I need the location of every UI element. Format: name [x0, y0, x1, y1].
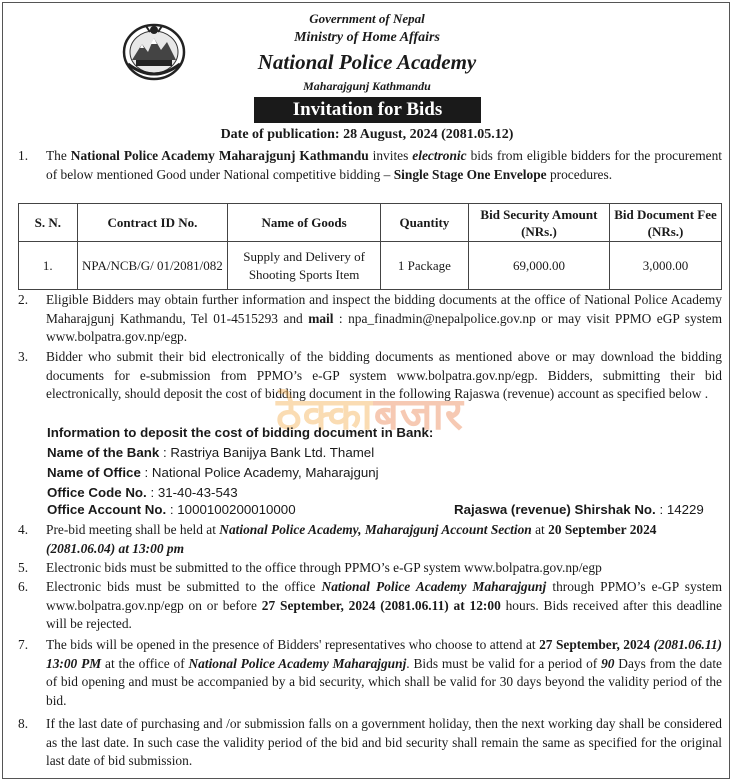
header-contract-id: Contract ID No. — [77, 204, 228, 242]
bank-info-heading: Information to deposit the cost of bidding document in Bank: — [47, 425, 434, 440]
item-1-number: 1. — [18, 148, 29, 163]
item-6-number: 6. — [18, 579, 29, 594]
ministry-line: Ministry of Home Affairs — [294, 30, 440, 45]
invitation-banner: Invitation for Bids — [254, 97, 481, 123]
location-line: Maharajgunj Kathmandu — [303, 79, 431, 93]
bank-name-line: Name of the Bank : Rastriya Banijya Bank Ltd. Thamel — [47, 445, 375, 460]
item-1-text: The National Police Academy Maharajgunj Kathmandu invites electronic bids from eligible bidders for the procurement of below mentioned Good under National competitive bidding – Single Stage One Envelope procedures. — [46, 148, 722, 182]
office-account-line: Office Account No. : 1000100200010000 — [47, 502, 296, 517]
watermark: ठेक्काबजार — [276, 389, 464, 440]
header-bid-security: Bid Security Amount (NRs.) — [468, 204, 609, 242]
header-goods: Name of Goods — [228, 204, 381, 242]
cell-contract-id: NPA/NCB/G/ 01/2081/082 — [77, 242, 228, 290]
office-name-line: Name of Office : National Police Academy, Maharajgunj — [47, 465, 379, 480]
item-4-text: Pre-bid meeting shall be held at National Police Academy, Maharajgunj Account Section at 20 September 2024 (2081.06.04) at 13:00 pm — [46, 522, 657, 556]
publication-date: Date of publication: 28 August, 2024 (2081.05.12) — [220, 127, 514, 142]
office-code-line: Office Code No. : 31-40-43-543 — [47, 485, 238, 500]
bids-table — [18, 203, 722, 290]
cell-goods: Supply and Delivery of Shooting Sports Item — [228, 242, 381, 290]
item-8-text: If the last date of purchasing and /or submission falls on a government holiday, then the next working day shall be considered as the last date. In such case the validity period of the bid and bid security shall remain the same as specified for the original last date of bid submission. — [46, 716, 722, 769]
header-document-fee: Bid Document Fee (NRs.) — [610, 204, 722, 242]
cell-document-fee: 3,000.00 — [610, 242, 722, 290]
item-6-text: Electronic bids must be submitted to the office National Police Academy Maharajgunj through PPMO’s e-GP system www.bolpatra.gov.np/egp on or before 27 September, 2024 (2081.06.11) at 12:00 hours. Bids received after this deadline will be rejected. — [46, 579, 722, 632]
government-line: Government of Nepal — [309, 11, 425, 26]
cell-bid-security: 69,000.00 — [468, 242, 609, 290]
item-5-text: Electronic bids must be submitted to the office through PPMO’s e-GP system www.bolpatra.gov.np/egp — [46, 560, 602, 575]
table-row — [19, 242, 722, 290]
item-4-number: 4. — [18, 522, 29, 537]
academy-title: National Police Academy — [257, 50, 477, 74]
header-quantity: Quantity — [380, 204, 468, 242]
item-3-number: 3. — [18, 349, 29, 364]
cell-quantity: 1 Package — [380, 242, 468, 290]
item-7-text: The bids will be opened in the presence of Bidders' representatives who choose to attend at 27 September, 2024 (2081.06.11) 13:00 PM at the office of National Police Academy Maharajgunj. Bids must be valid for a period of 90 Days from the date of bid opening and must be accompanied by a bid security, which shall be valid for 30 days beyond the validity period of the bid. — [46, 637, 722, 708]
cell-sn: 1. — [19, 242, 78, 290]
item-2-text: Eligible Bidders may obtain further information and inspect the bidding documents at the office of National Police Academy Maharajgunj Kathmandu, Tel 01-4515293 and mail : npa_finadmin@nepalpolice.gov.np or may visit PPMO eGP system www.bolpatra.gov.np/egp. — [46, 292, 722, 345]
item-7-number: 7. — [18, 637, 29, 652]
item-2-number: 2. — [18, 292, 29, 307]
rajaswa-line: Rajaswa (revenue) Shirshak No. : 14229 — [454, 502, 704, 517]
item-3-text: Bidder who submit their bid electronically of the bidding documents as mentioned above or may download the bidding documents for e-submission from PPMO’s e-GP system www.bolpatra.gov.np/egp. Bidders, submitting their bid electronically, should deposit the cost of bidding document in the following Rajaswa (revenue) account as specified below . — [46, 349, 722, 402]
table-header-row — [19, 204, 722, 242]
item-5-number: 5. — [18, 560, 29, 575]
item-8-number: 8. — [18, 716, 29, 731]
header-sn: S. N. — [19, 204, 78, 242]
